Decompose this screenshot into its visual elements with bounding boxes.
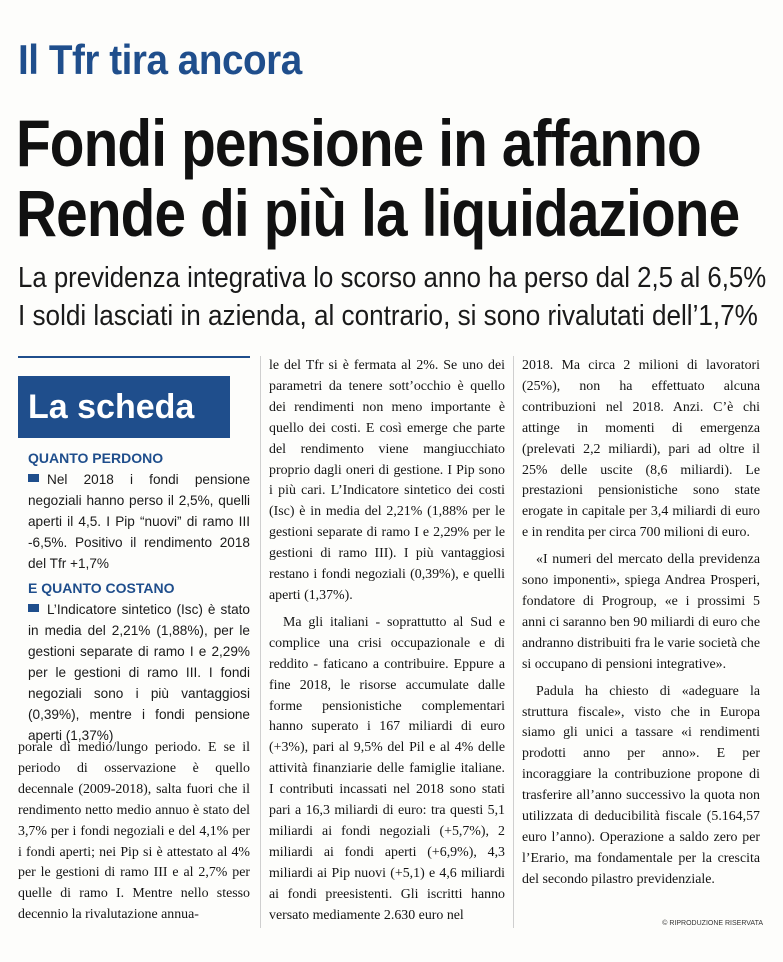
section-text [28,469,250,574]
column-divider [513,356,514,928]
headline-line-2: Rende di più la liquidazione [16,176,740,250]
section-body: Nel 2018 i fondi pensione negoziali hanno perso il 2,5%, quelli aperti il 4,5. I Pip “nuovi” di ramo III -6,5%. Positivo il rendimento 2018 del Tfr +1,7% [28,472,250,571]
body-column-2 [269,356,505,926]
paragraph: «I numeri del mercato della previdenza sono imponenti», spiega Andrea Prosperi, fondatore di Progroup, «e i prossimi 5 anni ci saranno ben 90 miliardi di euro che andranno distribuiti fra le varie società che si occupano di pensioni integrative». [522,552,760,672]
section-body: L’Indicatore sintetico (Isc) è stato in media del 2,21% (1,88%), per le gestioni separate di ramo I e 2,29% per le gestioni di ramo III. I fondi negoziali sono i più vantaggiosi (0,39%), mentre i fondi pensione aperti (1,37%) [28,602,250,743]
subheadline-line-1: La previdenza integrativa lo scorso anno ha perso dal 2,5 al 6,5% [18,262,767,294]
body-column-3 [522,356,760,891]
section-text [28,599,250,746]
subheadline-line-2: I soldi lasciati in azienda, al contrario, si sono rivalutati dell’1,7% [18,300,758,332]
headline-line-1: Fondi pensione in affanno [16,106,701,180]
info-box-title: La scheda [18,376,230,438]
paragraph: 2018. Ma circa 2 milioni di lavoratori (25%), non ha effettuato alcuna contribuzioni nel 2018. Anzi. C’è chi attinge in momenti di emergenza (prelevati 2,2 miliardi), pari ad oltre il 25% delle uscite (8,6 miliardi). Le prestazioni pensionistiche sono state erogate in capitale per 3,4 miliardi di euro e in rendita per circa 700 milioni di euro. [522,358,760,541]
paragraph: le del Tfr si è fermata al 2%. Se uno dei parametri da tenere sott’occhio è quello dei rendimenti non meno importante è quello dei costi. E così emerge che parte del rendimento viene mangiucchiato proprio dagli oneri di gestione. I Pip sono i più cari. L’Indicatore sintetico dei costi (Isc) è in media del 2,21% (1,88% per le gestioni separate di ramo I e 2,29% per le gestioni di ramo III). I più vantaggiosi restano i fondi negoziali (0,39%), e quelli aperti (1,37%). [269,358,505,603]
section-heading: E QUANTO COSTANO [28,580,175,596]
paragraph: Padula ha chiesto di «adeguare la struttura fiscale», visto che in Europa siamo gli unici a tassare «i rendimenti prodotti anno per anno». E per incoraggiare la contribuzione propone di trasferire all’anno successivo la quota non utilizzata di deducibilità fiscale (5.164,57 euro l’anno). Operazione a saldo zero per l’Erario, ma fondamentale per la crescita del secondo pilastro previdenziale. [522,683,760,887]
paragraph: Ma gli italiani - soprattutto al Sud e complice una crisi occupazionale e di reddito - faticano a contribuire. Eppure a fine 2018, le risorse accumulate dalle forme pensionistiche complementari hanno superato i 167 miliardi di euro (+3%), pari al 9,5% del Pil e al 4% delle attività finanziarie delle famiglie italiane. I contributi incassati nel 2018 sono stati pari a 16,3 miliardi di euro: tra questi 5,1 miliardi ai fondi negoziali (+5,7%), 2 miliardi ai fondi aperti (+6,9%), 4,3 miliardi ai Pip nuovi (+5,1) e 4,6 miliardi ai fondi preesistenti. Gli iscritti hanno versato mediamente 2.630 euro nel [269,614,505,923]
section-heading: QUANTO PERDONO [28,450,164,466]
square-bullet-icon [28,474,39,482]
info-box [18,356,250,743]
square-bullet-icon [28,604,39,612]
info-box-section-losses [28,450,250,574]
paragraph: porale di medio/lungo periodo. E se il periodo di osservazione è quello decennale (2009-2018), salta fuori che il rendimento netto medio annuo è stato del 3,7% per i fondi negoziali e del 4,1% per i fondi aperti; nei Pip si è attestato al 4% per le gestioni di ramo III e al 2,7% per quelle di ramo I. Mentre nello stesso decennio la rivalutazione annua- [18,740,250,923]
body-column-1 [18,738,250,926]
column-divider [260,356,261,928]
copyright-notice: © RIPRODUZIONE RISERVATA [662,920,763,927]
kicker: Il Tfr tira ancora [18,36,302,83]
info-box-section-costs [28,580,250,746]
